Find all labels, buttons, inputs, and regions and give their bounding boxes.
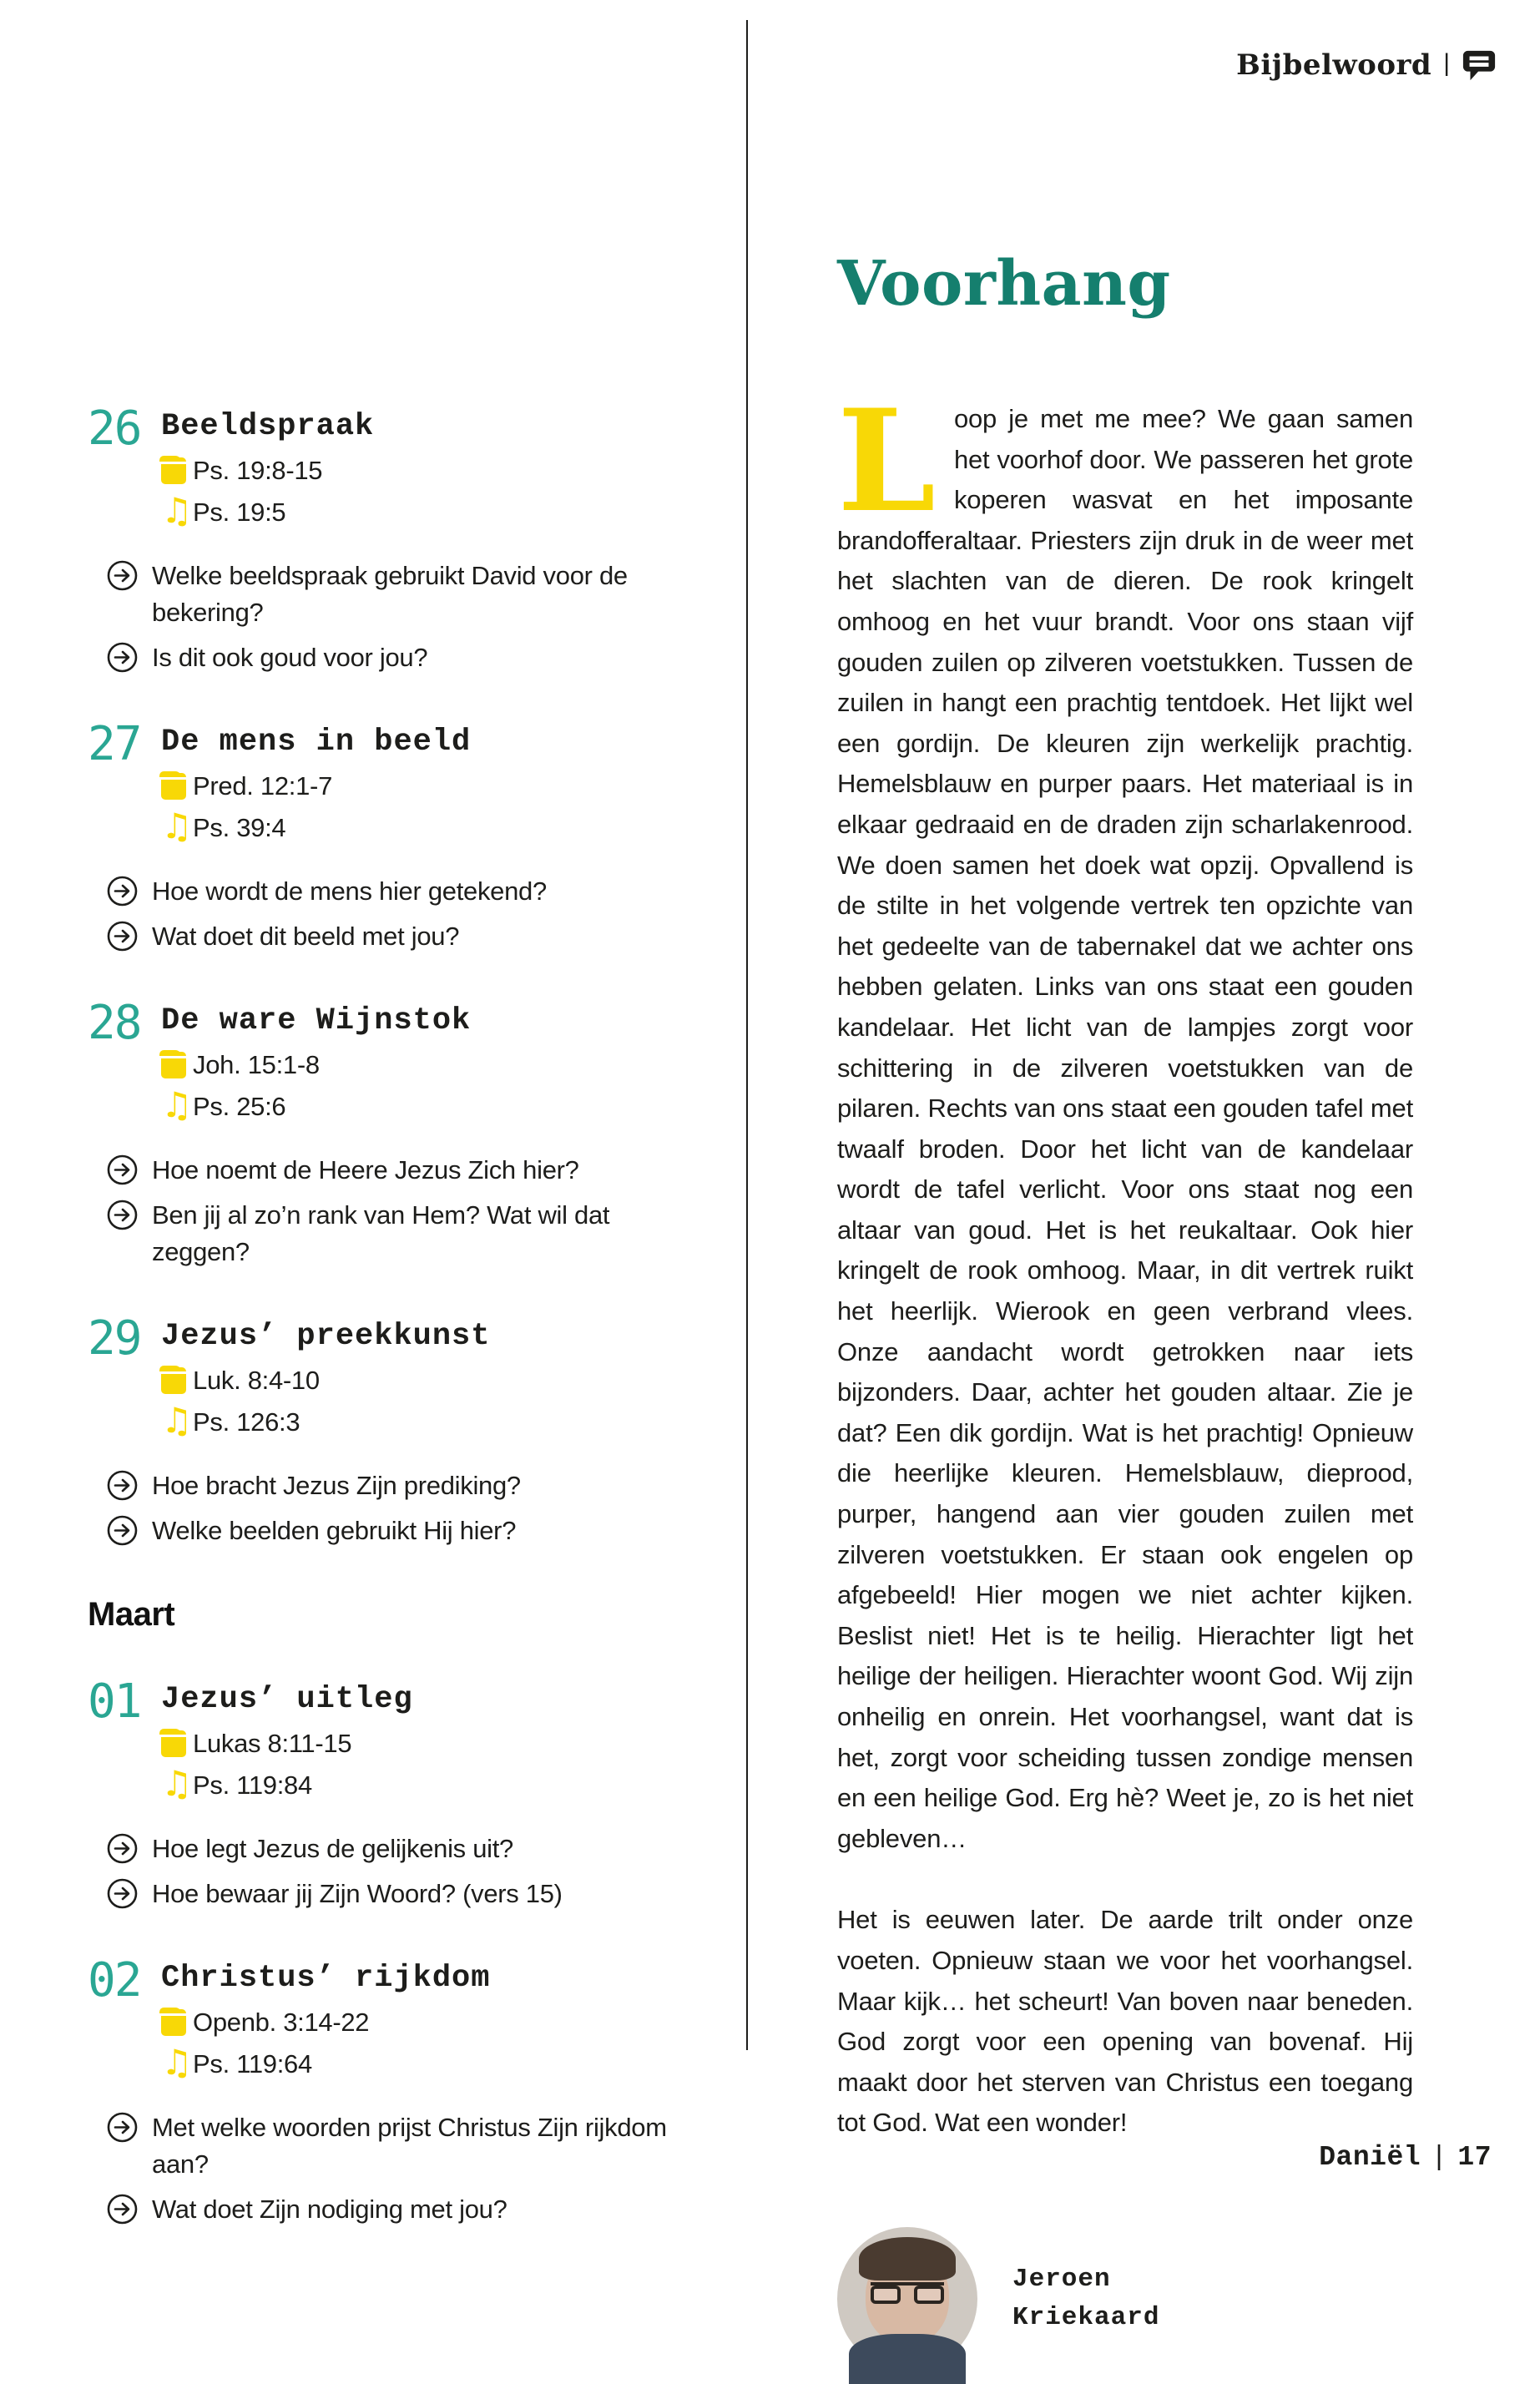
question-text: Met welke woorden prijst Christus Zijn rijkdom aan? [152, 2113, 667, 2179]
question-text: Welke beeldspraak gebruikt David voor de bekering? [152, 561, 628, 627]
psalm-reference: Ps. 126:3 [193, 1407, 300, 1437]
psalm-reference: Ps. 119:64 [193, 2049, 312, 2078]
question-row [107, 873, 689, 910]
book-icon [161, 1730, 193, 1757]
entry-title: Jezus’ preekkunst [161, 1319, 491, 1354]
reading-reference: Ps. 19:8-15 [193, 456, 323, 485]
drop-cap: L [837, 378, 936, 543]
day-number: 02 [88, 1953, 141, 2008]
book-icon [161, 773, 193, 800]
speech-bubble-icon [1462, 48, 1497, 82]
day-number: 27 [88, 717, 141, 771]
book-icon [161, 2009, 193, 2036]
schedule-entry [88, 1674, 689, 1912]
page-footer [1319, 2142, 1492, 2173]
book-icon [161, 1052, 193, 1078]
page-header [1236, 48, 1497, 82]
author-block [837, 2227, 1413, 2371]
book-icon [161, 1367, 193, 1394]
schedule-entry [88, 996, 689, 1270]
question-text: Wat doet Zijn nodiging met jou? [152, 2195, 507, 2224]
arrow-circle-icon [107, 2109, 152, 2183]
footer-separator: | [1431, 2142, 1448, 2173]
music-note-icon: ♫ [161, 1763, 193, 1804]
music-note-icon: ♫ [161, 806, 193, 846]
question-row [107, 1831, 689, 1867]
question-row [107, 1197, 689, 1270]
month-heading: Maart [88, 1596, 175, 1633]
question-row [107, 558, 689, 631]
reading-reference: Lukas 8:11-15 [193, 1729, 352, 1758]
arrow-circle-icon [107, 873, 152, 910]
arrow-circle-icon [107, 2191, 152, 2228]
article-paragraph-2: Het is eeuwen later. De aarde trilt onder onze voeten. Opnieuw staan we voor het voorhangsel. Maar kijk… het scheurt! Van boven naar beneden. God zorgt voor een opening van bovenaf. Hij maakt door het sterven van Christus een toegang tot God. Wat een wonder! [837, 1905, 1413, 2138]
article-title: Voorhang [837, 248, 1171, 320]
arrow-circle-icon [107, 1467, 152, 1504]
day-number: 29 [88, 1311, 141, 1366]
entry-title: De ware Wijnstok [161, 1003, 472, 1038]
question-row [107, 2191, 689, 2228]
question-text: Welke beelden gebruikt Hij hier? [152, 1516, 517, 1545]
schedule-entry [88, 1953, 689, 2228]
section-title: Bijbelwoord [1236, 48, 1432, 82]
arrow-circle-icon [107, 1513, 152, 1549]
music-note-icon: ♫ [161, 490, 193, 531]
arrow-circle-icon [107, 1831, 152, 1867]
schedule-entry [88, 1311, 689, 1549]
magazine-name: Daniël [1319, 2142, 1421, 2173]
question-text: Is dit ook goud voor jou? [152, 643, 428, 672]
question-text: Hoe wordt de mens hier getekend? [152, 876, 547, 906]
page-number: 17 [1457, 2142, 1492, 2173]
question-row [107, 1513, 689, 1549]
day-number: 28 [88, 996, 141, 1050]
article-column [837, 250, 1413, 2371]
article-body [837, 378, 1413, 2144]
reading-reference: Pred. 12:1-7 [193, 771, 333, 801]
question-text: Hoe legt Jezus de gelijkenis uit? [152, 1834, 513, 1863]
question-text: Hoe noemt de Heere Jezus Zich hier? [152, 1155, 579, 1184]
reading-reference: Joh. 15:1-8 [193, 1050, 320, 1079]
day-number: 01 [88, 1674, 141, 1729]
psalm-reference: Ps. 25:6 [193, 1092, 286, 1121]
question-text: Ben jij al zo’n rank van Hem? Wat wil dat zeggen? [152, 1200, 610, 1266]
question-text: Hoe bewaar jij Zijn Woord? (vers 15) [152, 1879, 563, 1908]
music-note-icon: ♫ [161, 1084, 193, 1125]
question-row [107, 1152, 689, 1189]
article-paragraph-1: oop je met me mee? We gaan samen het voorhof door. We passeren het grote koperen wasvat en het imposante brandofferaltaar. Priesters zijn druk in de weer met het slachten van de dieren. De rook kringelt omhoog en het vuur brandt. Voor ons staan vijf gouden zuilen op zilveren voetstukken. Tussen de zuilen in hangt een prachtig tentdoek. Het lijkt wel een gordijn. De kleuren zijn werkelijk prachtig. Hemelsblauw en purper paars. Het materiaal is in elkaar gedraaid en de draden zijn scharlakenrood. We doen samen het doek wat opzij. Opvallend is de stilte in het volgende vertrek ten opzichte van het gedeelte van de tabernakel dat we achter ons hebben gelaten. Links van ons staat een gouden kandelaar. Het licht van de lampjes zorgt voor schittering in de zilveren voetstukken van de pilaren. Rechts van ons staat een gouden tafel met twaalf broden. Door het licht van de kandelaar wordt de tafel verlicht. Voor ons staat nog een altaar van goud. Het is het reukaltaar. Ook hier kringelt de rook omhoog. Maar, in dit vertrek ruikt het heerlijk. Wierook en geen verbrand vlees. Onze aandacht wordt getrokken naar iets bijzonders. Daar, achter het gouden altaar. Zie je dat? Een dik gordijn. Wat is het prachtig! Opnieuw die heerlijke kleuren. Hemelsblauw, dieprood, purper, hangend aan vier gouden zuilen met zilveren voetstukken. Er staan ook engelen op afgebeeld! Hier mogen we niet achter kijken. Beslist niet! Het is te heilig. Hierachter ligt het heilige der heiligen. Hierachter woont God. Wij zijn onheilig en onrein. Het voorhangsel, want dat is het, zorgt voor scheiding tussen zondige mensen en een heilige God. Erg hè? Weet je, zo is het niet gebleven… [837, 404, 1413, 1853]
question-row [107, 1876, 689, 1912]
arrow-circle-icon [107, 639, 152, 676]
entry-title: Christus’ rijkdom [161, 1961, 491, 1996]
author-name [1012, 2227, 1159, 2337]
question-row [107, 1467, 689, 1504]
music-note-icon: ♫ [161, 1400, 193, 1441]
entry-title: De mens in beeld [161, 725, 472, 760]
book-icon [161, 457, 193, 484]
psalm-reference: Ps. 19:5 [193, 498, 286, 527]
schedule-entry [88, 717, 689, 955]
author-last-name: Kriekaard [1012, 2302, 1160, 2332]
author-first-name: Jeroen [1012, 2264, 1111, 2294]
music-note-icon: ♫ [161, 2042, 193, 2083]
question-text: Wat doet dit beeld met jou? [152, 922, 460, 951]
question-row [107, 918, 689, 955]
arrow-circle-icon [107, 918, 152, 955]
question-text: Hoe bracht Jezus Zijn prediking? [152, 1471, 521, 1500]
header-separator: | [1443, 49, 1450, 77]
entry-title: Jezus’ uitleg [161, 1682, 413, 1717]
schedule-entry [88, 402, 689, 676]
reading-schedule [88, 402, 689, 2275]
arrow-circle-icon [107, 1152, 152, 1189]
day-number: 26 [88, 402, 141, 456]
psalm-reference: Ps. 39:4 [193, 813, 286, 842]
entry-title: Beeldspraak [161, 409, 375, 444]
question-row [107, 2109, 689, 2183]
arrow-circle-icon [107, 1197, 152, 1270]
author-avatar [837, 2227, 977, 2371]
arrow-circle-icon [107, 558, 152, 631]
psalm-reference: Ps. 119:84 [193, 1770, 312, 1800]
reading-reference: Openb. 3:14-22 [193, 2008, 370, 2037]
question-row [107, 639, 689, 676]
arrow-circle-icon [107, 1876, 152, 1912]
column-divider-line [746, 20, 748, 2050]
reading-reference: Luk. 8:4-10 [193, 1366, 320, 1395]
